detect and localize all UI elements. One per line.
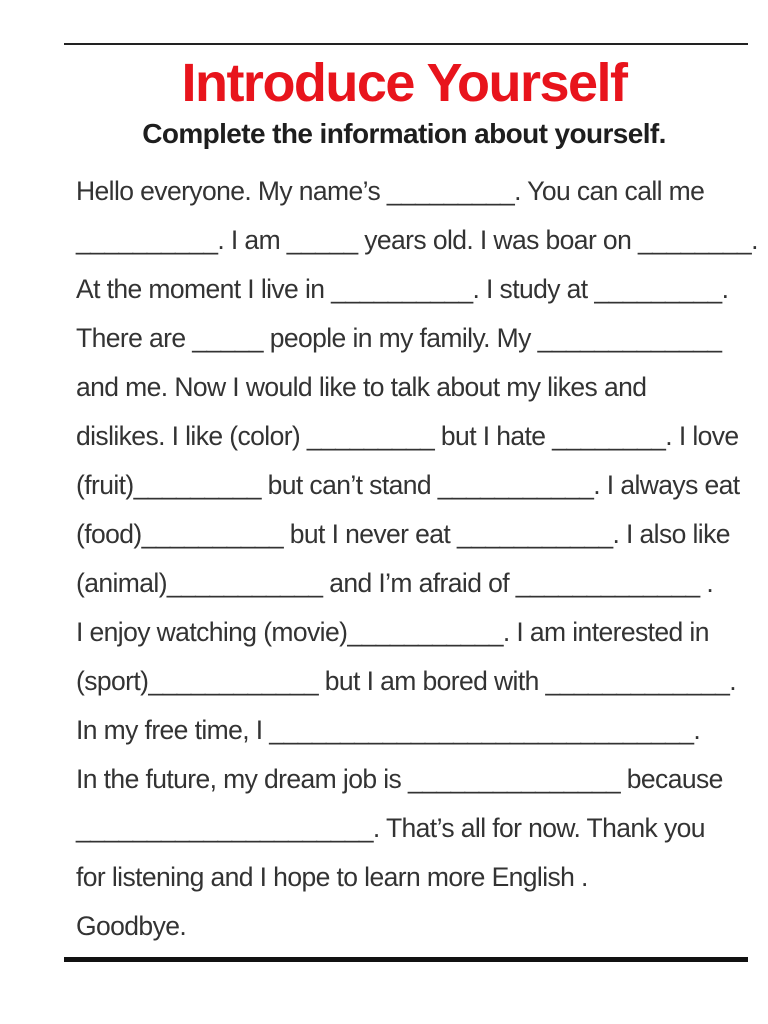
body-line: for listening and I hope to learn more English . [76,862,588,892]
bottom-rule [64,957,748,962]
body-line: At the moment I live in __________. I study at _________. [76,274,729,304]
body-line: Goodbye. [76,911,187,941]
body-line: _____________________. That’s all for now. Thank you [76,813,705,843]
body-line: dislikes. I like (color) _________ but I hate ________. I love [76,421,739,451]
body-line: and me. Now I would like to talk about my likes and [76,372,647,402]
body-line: (animal)___________ and I’m afraid of _____________ . [76,568,714,598]
body-line: There are _____ people in my family. My _____________ [76,323,722,353]
body-line: (fruit)_________ but can’t stand ___________. I always eat [76,470,740,500]
body-line: (food)__________ but I never eat ___________. I also like [76,519,730,549]
worksheet-title: Introduce Yourself [181,53,627,113]
body-line: In my free time, I ______________________________. [76,715,701,745]
worksheet-body [76,167,758,951]
top-rule [64,43,748,45]
worksheet-subtitle: Complete the information about yourself. [142,118,666,149]
body-line: __________. I am _____ years old. I was boar on ________. [76,225,758,255]
body-line: I enjoy watching (movie)___________. I am interested in [76,617,709,647]
body-line: Hello everyone. My name’s _________. You can call me [76,176,705,206]
body-line: (sport)____________ but I am bored with _____________. [76,666,737,696]
body-line: In the future, my dream job is _______________ because [76,764,723,794]
